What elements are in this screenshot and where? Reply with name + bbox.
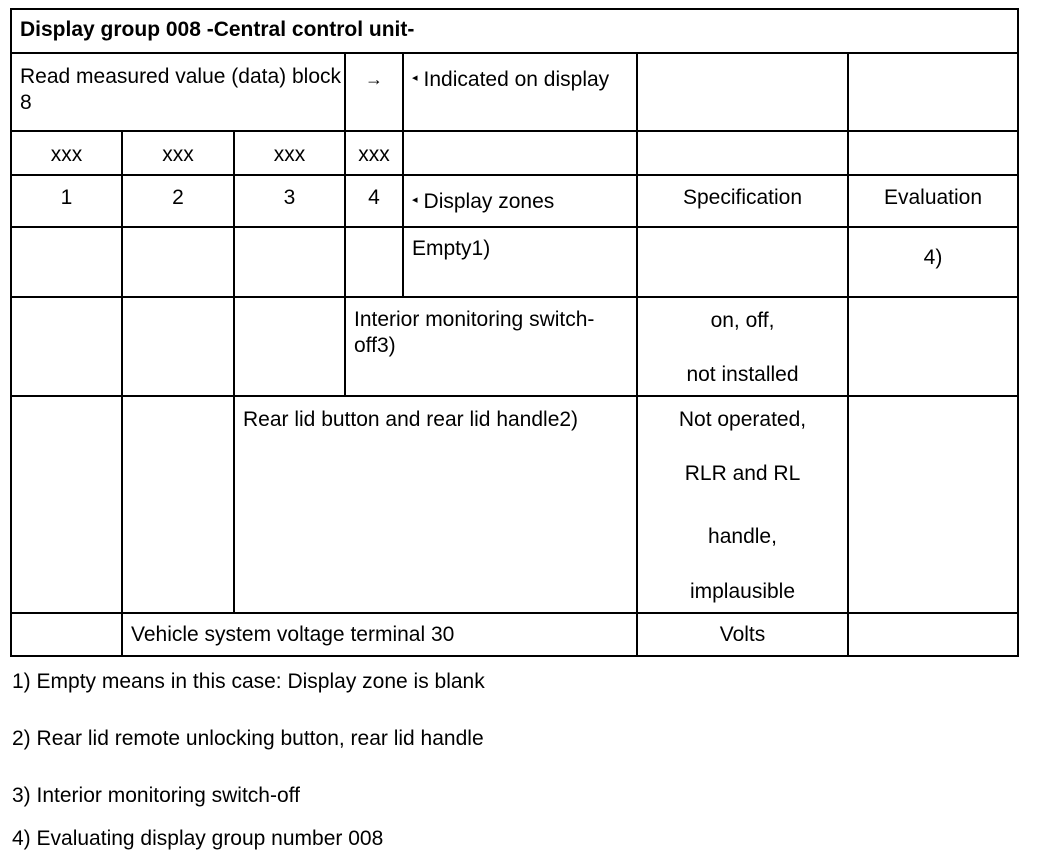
footnote-text: Interior monitoring switch-off (36, 784, 300, 807)
spec-line: not installed (686, 363, 799, 386)
footnote-text: Evaluating display group number 008 (36, 827, 384, 850)
evaluation-header: Evaluation (848, 175, 1018, 227)
footnote-1 (12, 670, 485, 694)
empty-cell (345, 227, 403, 297)
footnote-2 (12, 727, 484, 751)
footnote-number: 1) (12, 670, 31, 693)
empty-cell (848, 53, 1018, 131)
footnote-4 (12, 827, 383, 851)
rear-lid-label: Rear lid button and rear lid handle2) (234, 396, 637, 613)
empty-cell (848, 396, 1018, 613)
indicated-text: Indicated on display (423, 68, 610, 91)
empty-cell (234, 297, 345, 396)
xxx-cell-3: xxx (234, 131, 345, 175)
spec-line: implausible (689, 580, 796, 603)
table-title: Display group 008 -Central control unit- (11, 9, 1018, 53)
empty-zone-label: Empty1) (403, 227, 637, 297)
display-zones-text: Display zones (423, 190, 555, 213)
footnote-text: Empty means in this case: Display zone is blank (36, 670, 485, 693)
footnote-number: 4) (12, 827, 31, 850)
zone-number-1: 1 (11, 175, 122, 227)
empty-cell (122, 396, 234, 613)
spec-line: on, off, (710, 309, 775, 332)
footnote-text: Rear lid remote unlocking button, rear lid handle (36, 727, 484, 750)
empty-cell (11, 396, 122, 613)
zone-number-3: 3 (234, 175, 345, 227)
empty-cell (403, 131, 637, 175)
zone-number-2: 2 (122, 175, 234, 227)
evaluation-note: 4) (848, 227, 1018, 297)
xxx-cell-2: xxx (122, 131, 234, 175)
indicator-arrow-icon: ◂ (412, 72, 418, 85)
indicated-on-display-label (403, 53, 637, 131)
empty-cell (11, 297, 122, 396)
empty-cell (637, 227, 848, 297)
xxx-cell-4: xxx (345, 131, 403, 175)
spec-line: RLR and RL (684, 462, 801, 485)
interior-monitoring-spec (637, 297, 848, 396)
voltage-spec: Volts (637, 613, 848, 656)
empty-cell (122, 227, 234, 297)
measured-value-table (10, 8, 1019, 657)
empty-cell (11, 613, 122, 656)
spec-line: Not operated, (678, 408, 807, 431)
specification-header: Specification (637, 175, 848, 227)
empty-cell (11, 227, 122, 297)
empty-cell (848, 297, 1018, 396)
read-block-label: Read measured value (data) block 8 (11, 53, 345, 131)
voltage-label: Vehicle system voltage terminal 30 (122, 613, 637, 656)
empty-cell (122, 297, 234, 396)
spec-line: handle, (708, 525, 777, 548)
display-zones-label (403, 175, 637, 227)
footnote-3 (12, 784, 300, 808)
zone-number-4: 4 (345, 175, 403, 227)
empty-cell (637, 131, 848, 175)
arrow-icon: → (345, 53, 403, 131)
empty-cell (637, 53, 848, 131)
empty-cell (848, 131, 1018, 175)
indicator-arrow-icon: ◂ (412, 193, 418, 206)
footnote-number: 3) (12, 784, 31, 807)
rear-lid-spec (637, 396, 848, 613)
footnote-number: 2) (12, 727, 31, 750)
empty-cell (848, 613, 1018, 656)
xxx-cell-1: xxx (11, 131, 122, 175)
interior-monitoring-label: Interior monitoring switch-off3) (345, 297, 637, 396)
empty-cell (234, 227, 345, 297)
